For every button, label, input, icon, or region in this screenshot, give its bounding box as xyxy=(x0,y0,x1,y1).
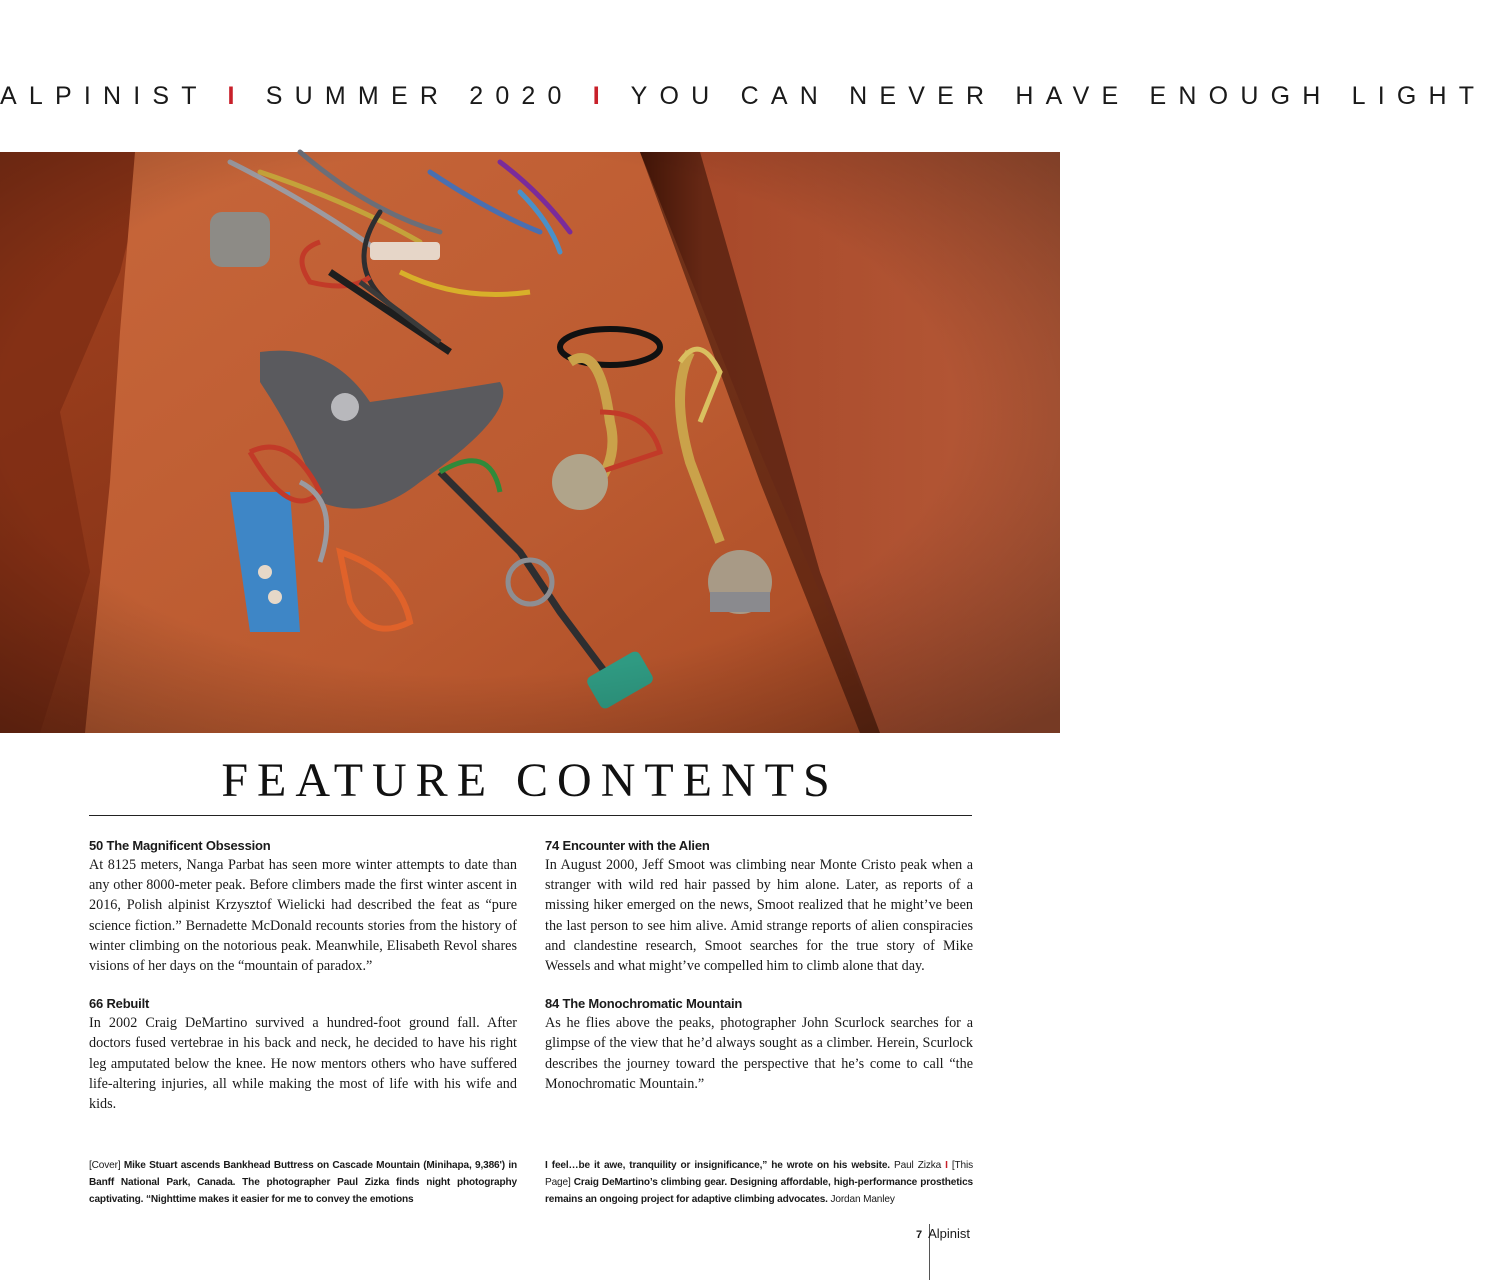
contents-entry xyxy=(89,996,517,1114)
this-page-caption: Craig DeMartino’s climbing gear. Designing affordable, high-performance prosthetics remains an ongoing project for adaptive climbing advocates. xyxy=(545,1177,974,1205)
cover-photo-credit: Paul Zizka xyxy=(894,1160,942,1171)
header-separator: I xyxy=(227,82,247,110)
entry-title: 50 The Magnificent Obsession xyxy=(89,838,271,853)
climbing-gear-photo xyxy=(0,152,1060,733)
entry-title: 66 Rebuilt xyxy=(89,996,150,1012)
entry-body: At 8125 meters, Nanga Parbat has seen more winter attempts to date than any other 8000-meter peak. Before climbers made the first winter ascent in 2016, Polish alpinist Krzysztof Wielicki had described the feat as “pure science fiction.” Bernadette McDonald recounts stories from the history of winter climbing on the notorious peak. Meanwhile, Elisabeth Revol shares visions of her days on the “mountain of paradox.” xyxy=(89,857,517,975)
page-number: 7 xyxy=(916,1229,923,1241)
title-rule xyxy=(89,815,972,816)
cover-caption-continued: I feel…be it awe, tranquility or insignificance,” he wrote on his website. xyxy=(545,1160,890,1171)
folio xyxy=(916,1226,970,1241)
caption-separator: I xyxy=(945,1160,948,1171)
contents-entry xyxy=(545,996,973,1094)
issue-label: SUMMER 2020 xyxy=(265,82,574,110)
entry-body: As he flies above the peaks, photographer John Scurlock searches for a glimpse of the view that he’d always sought as a climber. Herein, Scurlock describes the journey toward the perspective that he’s come to call “the Monochromatic Mountain.” xyxy=(545,1015,973,1092)
entry-title: 84 The Monochromatic Mountain xyxy=(545,996,743,1012)
cover-caption-text: Mike Stuart ascends Bankhead Buttress on Cascade Mountain (Minihapa, 9,386') in Banff National Park, Canada. The photographer Paul Zizka finds night photography captivating. “Nighttime makes it easier for me to convey the emotions xyxy=(89,1160,517,1205)
magazine-name: ALPINIST xyxy=(0,82,209,110)
this-page-tag: [This Page] xyxy=(545,1160,974,1188)
running-head xyxy=(0,82,1486,111)
entry-body: In 2002 Craig DeMartino survived a hundred-foot ground fall. After doctors fused vertebrae in his back and neck, he decided to have his right leg amputated below the knee. He now mentors others who have suffered life-altering injuries, all while making the most of life with his wife and kids. xyxy=(89,1015,517,1113)
cover-caption-tag: [Cover] xyxy=(89,1160,121,1171)
entry-title: 74 Encounter with the Alien xyxy=(545,838,710,853)
contents-entry xyxy=(89,838,517,976)
entry-body: In August 2000, Jeff Smoot was climbing near Monte Cristo peak when a stranger with wild red hair passed by him alone. Later, as reports of a missing hiker emerged on the news, Smoot realized that he might’ve been the last person to see him alive. Amid strange reports of alien conspiracies and clandestine research, Smoot searches for the true story of Mike Wessels and what might’ve compelled him to climb alone that day. xyxy=(545,857,973,975)
caption-continued xyxy=(545,1157,973,1208)
header-separator: I xyxy=(592,82,612,110)
issue-theme: YOU CAN NEVER HAVE ENOUGH LIGHT xyxy=(630,82,1486,110)
contents-entry xyxy=(545,838,973,976)
this-page-credit: Jordan Manley xyxy=(830,1194,895,1205)
cover-caption xyxy=(89,1157,517,1208)
contents-column-right xyxy=(545,838,973,1114)
contents-column-left xyxy=(89,838,517,1134)
folio-magazine-name: Alpinist xyxy=(928,1226,971,1241)
feature-contents-title: FEATURE CONTENTS xyxy=(221,754,839,807)
